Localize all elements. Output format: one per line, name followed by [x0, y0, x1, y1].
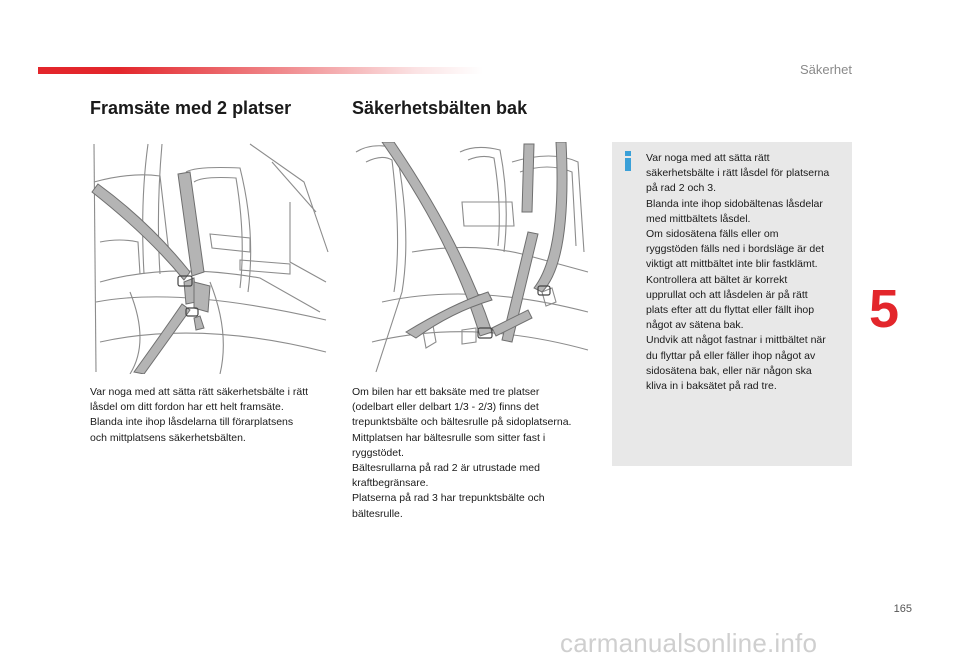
- header-accent-bar: [38, 67, 483, 74]
- text-line: (odelbart eller delbart 1/3 - 2/3) finns det: [352, 401, 539, 414]
- info-icon: [622, 151, 634, 171]
- text-line: du flyttar på eller fäller ihop något av: [646, 349, 816, 362]
- text-line: och mittplatsens säkerhetsbälten.: [90, 431, 246, 444]
- text-line: Undvik att något fastnar i mittbältet när: [646, 334, 826, 347]
- text-line: med mittbältets låsdel.: [646, 212, 751, 225]
- section-label: Säkerhet: [799, 62, 852, 77]
- text-line: Mittplatsen har bältesrulle som sitter fast i: [352, 431, 546, 444]
- text-line: låsdel om ditt fordon har ett helt framsäte.: [90, 401, 284, 414]
- text-line: säkerhetsbälte i rätt låsdel för platserna: [646, 167, 830, 180]
- text-line: viktigt att mittbältet inte blir fastklämt.: [646, 258, 818, 271]
- text-line: Var noga med att sätta rätt säkerhetsbälte i rätt: [90, 386, 309, 398]
- chapter-number: 5: [869, 279, 900, 339]
- info-text: [646, 151, 850, 394]
- text-line: på rad 2 och 3.: [646, 182, 717, 195]
- text-line: sidosätena bak, eller när någon ska: [646, 364, 812, 377]
- text-line: Om sidosätena fälls eller om: [646, 228, 779, 241]
- info-box: [612, 142, 852, 466]
- text-line: trepunktsbälte och bältesrulle på sidoplatserna.: [352, 416, 572, 429]
- text-line: ryggstödet.: [352, 446, 404, 459]
- rear-seat-illustration: [352, 142, 592, 374]
- text-line: plats efter att du flyttat eller fällt ihop: [646, 304, 815, 317]
- front-seat-illustration: [90, 142, 330, 374]
- rear-belts-paragraph: [352, 385, 597, 522]
- text-line: Blanda inte ihop sidobältenas låsdelar: [646, 197, 823, 210]
- front-seat-paragraph: [90, 385, 335, 446]
- text-line: Platserna på rad 3 har trepunktsbälte och: [352, 492, 545, 505]
- text-line: upprullat och att låsdelen är på rätt: [646, 288, 808, 301]
- watermark: carmanualsonline.info: [560, 628, 818, 658]
- text-line: något av sätena bak.: [646, 319, 744, 332]
- text-line: bältesrulle.: [352, 507, 403, 520]
- text-line: kliva in i baksätet på rad tre.: [646, 380, 777, 393]
- front-seat-title: Framsäte med 2 platser: [90, 98, 292, 118]
- text-line: Bältesrullarna på rad 2 är utrustade med: [352, 462, 540, 475]
- text-line: kraftbegränsare.: [352, 477, 429, 490]
- rear-belts-title: Säkerhetsbälten bak: [352, 98, 528, 118]
- text-line: ryggstöden fälls ned i bordsläge är det: [646, 243, 825, 256]
- text-line: Blanda inte ihop låsdelarna till förarplatsens: [90, 416, 294, 429]
- text-line: Var noga med att sätta rätt: [646, 152, 770, 164]
- page-number: 165: [893, 603, 912, 615]
- text-line: Kontrollera att bältet är korrekt: [646, 273, 788, 286]
- text-line: Om bilen har ett baksäte med tre platser: [352, 386, 540, 398]
